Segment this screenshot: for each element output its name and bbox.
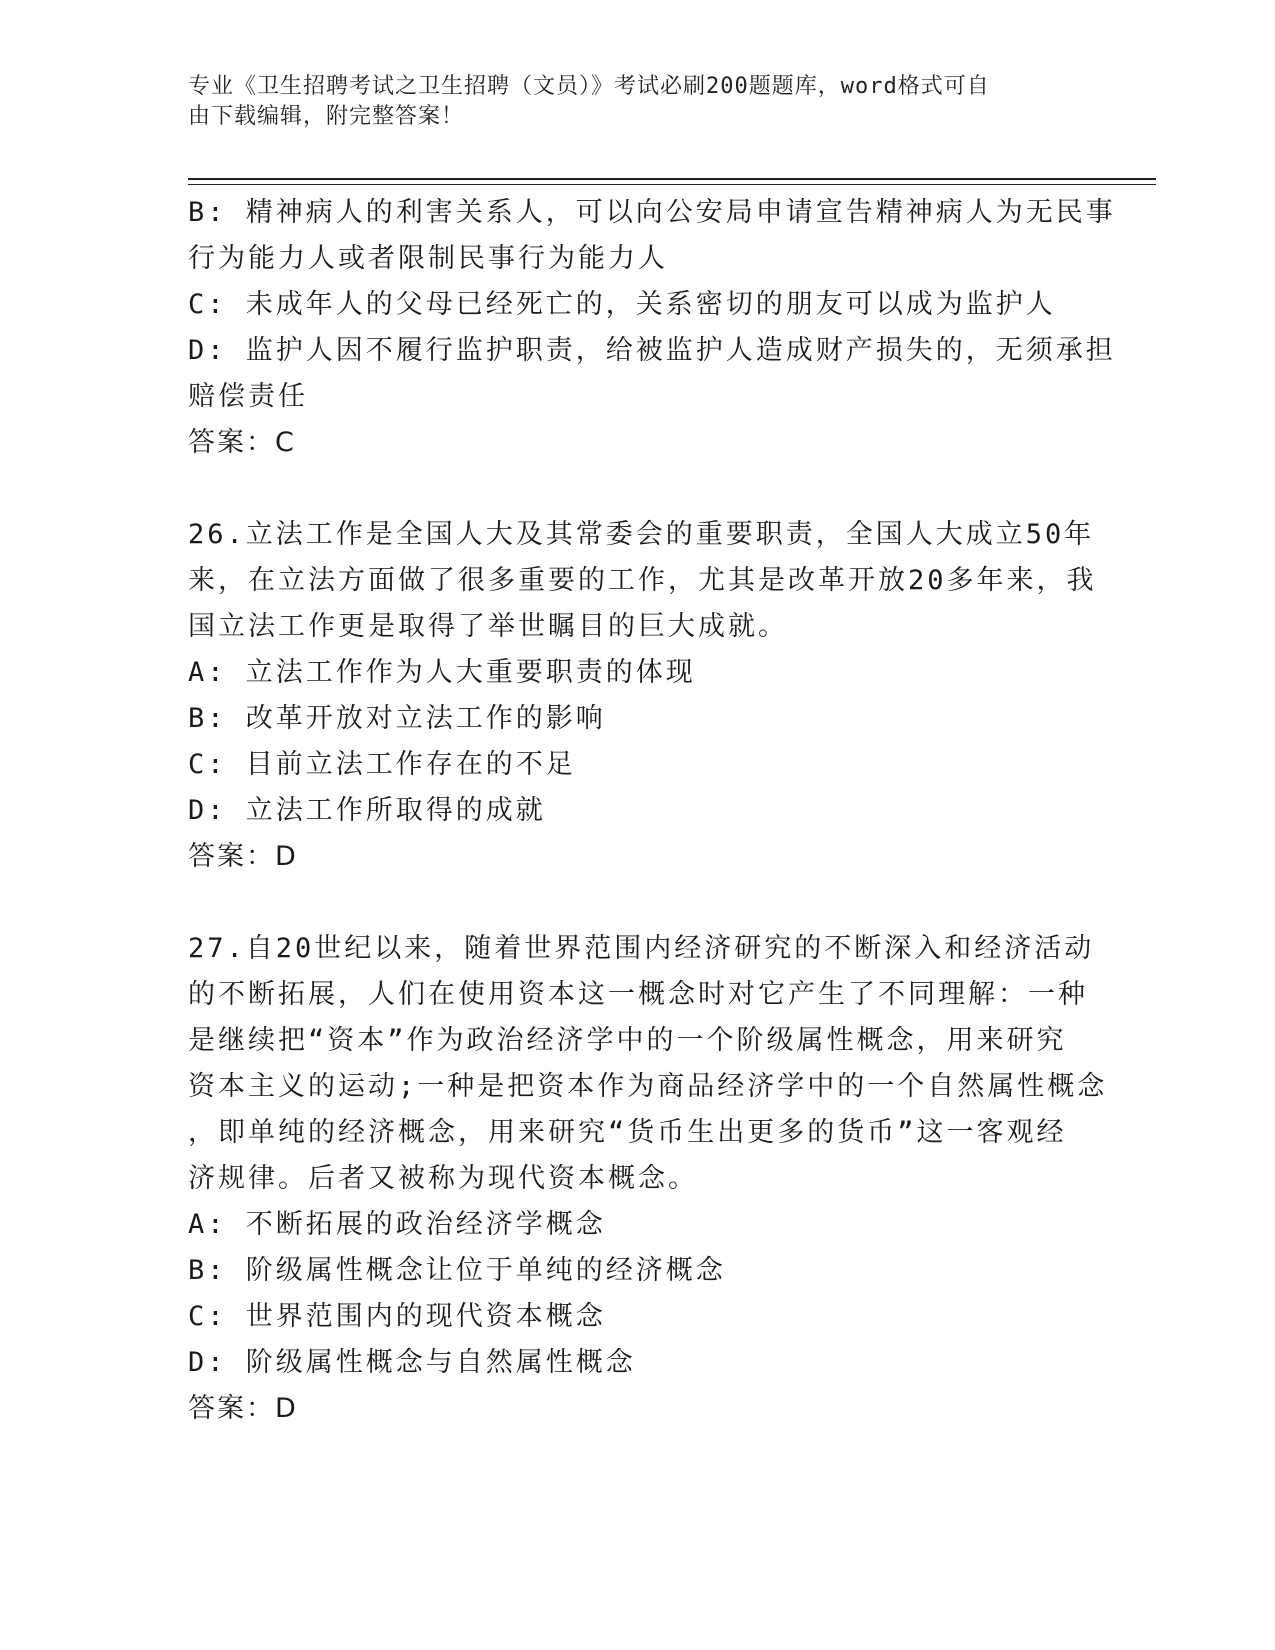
option-c: C: 世界范围内的现代资本概念 [188,1301,606,1332]
option-a: A: 立法工作作为人大重要职责的体现 [188,657,696,688]
option-d: D: 立法工作所取得的成就 [188,795,546,826]
option-d-line-1: D: 监护人因不履行监护职责，给被监护人造成财产损失的，无须承担 [188,335,1116,366]
question-stem-line-1: 27.自20世纪以来，随着世界范围内经济研究的不断深入和经济活动 [188,933,1095,964]
option-b-line-2: 行为能力人或者限制民事行为能力人 [188,243,668,274]
answer: 答案：D [188,1393,298,1424]
question-stem-line-3: 是继续把“资本”作为政治经济学中的一个阶级属性概念，用来研究 [188,1025,1067,1056]
header-line-2: 由下载编辑，附完整答案！ [188,104,465,129]
question-stem-line-6: 济规律。后者又被称为现代资本概念。 [188,1163,698,1194]
document-body [188,190,1116,1432]
option-a: A: 不断拓展的政治经济学概念 [188,1209,606,1240]
option-b-line-1: B: 精神病人的利害关系人，可以向公安局申请宣告精神病人为无民事 [188,197,1116,228]
document-header [188,72,1068,132]
option-d: D: 阶级属性概念与自然属性概念 [188,1347,636,1378]
option-c: C: 未成年人的父母已经死亡的，关系密切的朋友可以成为监护人 [188,289,1056,320]
question-stem-line-1: 26.立法工作是全国人大及其常委会的重要职责，全国人大成立50年 [188,519,1095,550]
answer: 答案：D [188,841,298,872]
question-stem-line-4: 资本主义的运动;一种是把资本作为商品经济学中的一个自然属性概念 [188,1071,1108,1102]
question-25 [188,190,1116,466]
header-line-1: 专业《卫生招聘考试之卫生招聘（文员）》考试必刷200题题库，word格式可自 [188,74,990,99]
option-d-line-2: 赔偿责任 [188,381,308,412]
question-stem-line-2: 来，在立法方面做了很多重要的工作，尤其是改革开放20多年来，我 [188,565,1097,596]
header-divider-thick [188,178,1156,180]
question-26 [188,512,1097,880]
question-27 [188,926,1108,1432]
option-c: C: 目前立法工作存在的不足 [188,749,576,780]
option-b: B: 阶级属性概念让位于单纯的经济概念 [188,1255,726,1286]
spacer [188,880,1088,926]
answer: 答案：C [188,427,296,458]
question-stem-line-2: 的不断拓展，人们在使用资本这一概念时对它产生了不同理解：一种 [188,979,1088,1010]
option-b: B: 改革开放对立法工作的影响 [188,703,606,734]
question-stem-line-3: 国立法工作更是取得了举世瞩目的巨大成就。 [188,611,788,642]
spacer [188,466,1088,512]
question-stem-line-5: ，即单纯的经济概念，用来研究“货币生出更多的货币”这一客观经 [188,1117,1067,1148]
header-divider-thin [188,184,1156,185]
